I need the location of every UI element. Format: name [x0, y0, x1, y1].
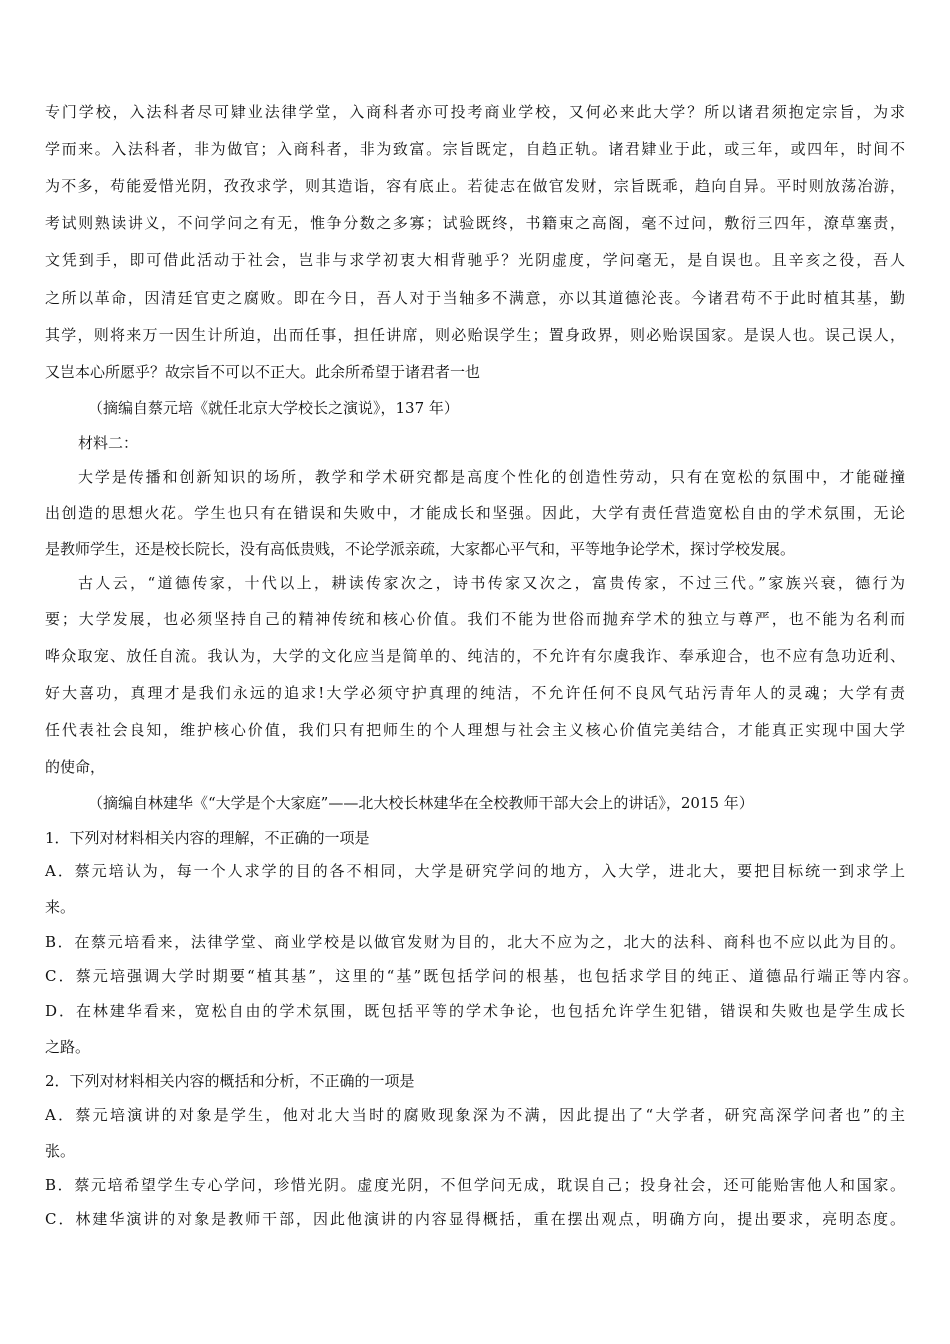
material1-line: 之所以革命，因清廷官吏之腐败。即在今日，吾人对于当轴多不满意，亦以其道德沦丧。今诸君苟不于此时植其基，勤 [45, 289, 905, 307]
material1-line: 为不多，苟能爱惜光阴，孜孜求学，则其造诣，容有底止。若徒志在做官发财，宗旨既乖，趋向自异。平时则放荡冶游， [45, 177, 905, 195]
source-citation-2: （摘编自林建华《“大学是个大家庭”——北大校长林建华在全校教师干部大会上的讲话》，2015 年） [88, 794, 754, 812]
material1-line: 其学，则将来万一因生计所迫，出而任事，担任讲席，则必贻误学生；置身政界，则必贻误国家。是误人也。误己误人， [45, 326, 905, 344]
material2-line: 是教师学生，还是校长院长，没有高低贵贱，不论学派亲疏，大家都心平气和，平等地争论学术，探讨学校发展。 [45, 540, 796, 558]
material2-line: 出创造的思想火花。学生也只有在错误和失败中，才能成长和坚强。因此，大学有责任营造宽松自由的学术氛围，无论 [45, 504, 905, 522]
question-1-option-b: B．在蔡元培看来，法律学堂、商业学校是以做官发财为目的，北大不应为之，北大的法科、商科也不应以此为目的。 [45, 933, 905, 951]
material2-line: 任代表社会良知，维护核心价值，我们只有把师生的个人理想与社会主义核心价值完美结合，才能真正实现中国大学 [45, 721, 905, 739]
question-1-option-d-cont: 之路。 [45, 1038, 91, 1056]
question-2-option-a: A．蔡元培演讲的对象是学生，他对北大当时的腐败现象深为不满，因此提出了“大学者，研究高深学问者也”的主 [45, 1106, 905, 1124]
question-1-option-a-cont: 来。 [45, 898, 76, 916]
material2-line: 好大喜功，真理才是我们永远的追求!大学必须守护真理的纯洁，不允许任何不良风气玷污青年人的灵魂；大学有责 [45, 684, 905, 702]
material1-line: 学而来。入法科者，非为做官；入商科者，非为致富。宗旨既定，自趋正轨。诸君肄业于此，或三年，或四年，时间不 [45, 140, 905, 158]
source-citation-1: （摘编自蔡元培《就任北京大学校长之演说》，137 年） [88, 399, 459, 417]
question-2-option-c: C．林建华演讲的对象是教师干部，因此他演讲的内容显得概括，重在摆出观点，明确方向，提出要求，亮明态度。 [45, 1210, 905, 1228]
question-1-option-d: D．在林建华看来，宽松自由的学术氛围，既包括平等的学术争论，也包括允许学生犯错，错误和失败也是学生成长 [45, 1002, 905, 1020]
question-2-stem: 2．下列对材料相关内容的概括和分析，不正确的一项是 [45, 1072, 415, 1090]
material2-line: 要；大学发展，也必须坚持自己的精神传统和核心价值。我们不能为世俗而抛弃学术的独立与尊严，也不能为名利而 [45, 610, 905, 628]
material2-line: 古人云，“道德传家，十代以上，耕读传家次之，诗书传家又次之，富贵传家，不过三代。”家族兴衰，德行为 [78, 574, 905, 592]
material2-line: 哗众取宠、放任自流。我认为，大学的文化应当是简单的、纯洁的，不允许有尔虞我诈、奉承迎合，也不应有急功近利、 [45, 647, 905, 665]
material1-line: 又岂本心所愿乎？故宗旨不可以不正大。此余所希望于诸君者一也 [45, 363, 481, 381]
material1-line: 文凭到手，即可借此活动于社会，岂非与求学初衷大相背驰乎？光阴虚度，学问毫无，是自误也。且辛亥之役，吾人 [45, 251, 905, 269]
question-1-option-c: C．蔡元培强调大学时期要“植其基”，这里的“基”既包括学问的根基，也包括求学目的纯正、道德品行端正等内容。 [45, 967, 918, 985]
material1-line: 考试则熟读讲义，不问学问之有无，惟争分数之多寡；试验既终，书籍束之高阁，毫不过问，敷衍三四年，潦草塞责， [45, 214, 905, 232]
question-1-stem: 1．下列对材料相关内容的理解，不正确的一项是 [45, 829, 370, 847]
material2-line: 大学是传播和创新知识的场所，教学和学术研究都是高度个性化的创造性劳动，只有在宽松的氛围中，才能碰撞 [78, 468, 905, 486]
question-2-option-b: B．蔡元培希望学生专心学问，珍惜光阴。虚度光阴，不但学问无成，耽误自己；投身社会，还可能贻害他人和国家。 [45, 1176, 905, 1194]
material2-heading: 材料二： [78, 434, 139, 452]
material2-line: 的使命， [45, 758, 106, 776]
question-2-option-a-cont: 张。 [45, 1142, 76, 1160]
material1-line: 专门学校，入法科者尽可肄业法律学堂，入商科者亦可投考商业学校，又何必来此大学？所以诸君须抱定宗旨，为求 [45, 103, 905, 121]
question-1-option-a: A．蔡元培认为，每一个人求学的目的各不相同，大学是研究学问的地方，入大学，进北大，要把目标统一到求学上 [45, 862, 905, 880]
